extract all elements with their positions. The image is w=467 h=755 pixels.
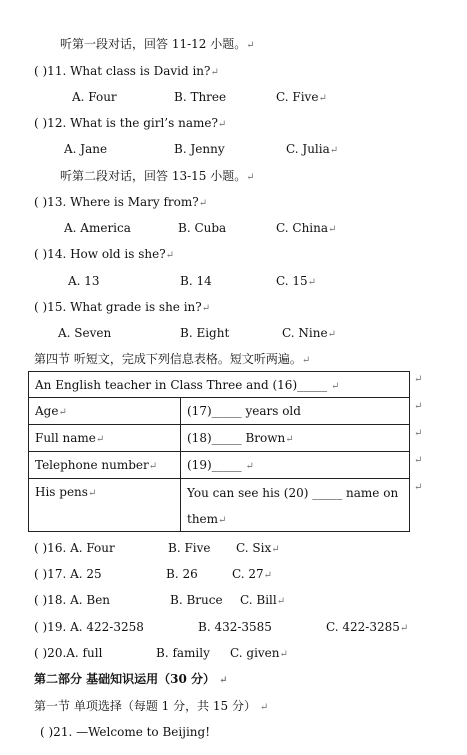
table-row [29,398,410,425]
age-label-cell: Age↵ [29,398,181,425]
option-a: A. 13 [68,274,100,288]
question-15: ( )15. What grade is she in?↵ [34,300,211,314]
question-12: ( )12. What is the girl’s name?↵ [34,116,227,130]
question-14: ( )14. How old is she?↵ [34,247,175,261]
option-a: A. Jane [64,142,108,156]
option-c: C. 422-3285↵ [326,620,409,634]
info-table [28,371,410,532]
table-row [29,372,410,398]
return-mark-icon: ↵ [301,355,311,366]
option-a: A. Seven [58,326,112,340]
return-mark-icon: ↵ [95,434,105,445]
return-mark-icon: ↵ [259,702,269,713]
option-c: C. China↵ [276,221,337,235]
option-c: C. Six↵ [236,541,280,555]
option-b: B. Eight [180,326,230,340]
question-16: ( )16. A. Four [34,541,115,555]
option-b: B. 432-3585 [198,620,272,634]
option-c: C. Nine↵ [282,326,336,340]
return-mark-icon: ↵ [414,374,423,385]
pens-label-cell: His pens↵ [29,479,181,532]
return-mark-icon: ↵ [58,407,67,418]
option-b: B. Five [168,541,211,555]
return-mark-icon: ↵ [330,380,340,392]
return-mark-icon: ↵ [198,198,208,209]
return-mark-icon: ↵ [327,329,336,340]
question-18: ( )18. A. Ben [34,593,111,607]
age-value-cell: (17)_____ years old [181,398,410,425]
table-row [29,425,410,452]
option-c: C. 27↵ [232,567,273,581]
option-c: C. Five↵ [276,90,327,104]
pens-value-cell: You can see his (20) _____ name on them↵ [181,479,410,532]
return-mark-icon: ↵ [285,434,294,445]
return-mark-icon: ↵ [414,428,423,439]
option-a: A. Four [72,90,117,104]
option-b: B. Bruce [170,593,223,607]
return-mark-icon: ↵ [328,224,337,235]
return-mark-icon: ↵ [279,649,288,660]
option-c: C. Bill↵ [240,593,286,607]
question-11: ( )11. What class is David in?↵ [34,64,219,78]
return-mark-icon: ↵ [329,145,339,156]
question-13: ( )13. Where is Mary from?↵ [34,195,208,209]
option-c: C. Julia↵ [286,142,339,156]
return-mark-icon: ↵ [87,488,97,499]
question-17: ( )17. A. 25 [34,567,102,581]
telephone-value-cell: (19)_____ ↵ [181,452,410,479]
option-b: B. Jenny [174,142,225,156]
question-20: ( )20.A. full [34,646,103,660]
option-b: B. Three [174,90,227,104]
option-b: B. 26 [166,567,198,581]
return-mark-icon: ↵ [276,596,286,607]
option-b: B. 14 [180,274,212,288]
return-mark-icon: ↵ [165,250,175,261]
instruction-dialog-1: 听第一段对话，回答 11-12 小题。↵ [60,37,255,51]
return-mark-icon: ↵ [148,461,158,472]
section-4-heading: 第四节 听短文，完成下列信息表格。短文听两遍。↵ [34,352,311,366]
return-mark-icon: ↵ [246,40,255,51]
return-mark-icon: ↵ [210,67,219,78]
name-value-cell: (18)_____ Brown↵ [181,425,410,452]
return-mark-icon: ↵ [219,675,228,686]
return-mark-icon: ↵ [318,93,327,104]
question-19: ( )19. A. 422-3258 [34,620,144,634]
question-21: ( )21. —Welcome to Beijing! [40,725,211,739]
return-mark-icon: ↵ [217,119,227,130]
option-c: C. 15↵ [276,274,317,288]
return-mark-icon: ↵ [263,570,273,581]
table-row [29,452,410,479]
return-mark-icon: ↵ [271,544,280,555]
return-mark-icon: ↵ [218,515,227,526]
return-mark-icon: ↵ [414,482,423,493]
return-mark-icon: ↵ [245,461,254,472]
telephone-label-cell: Telephone number↵ [29,452,181,479]
instruction-dialog-2: 听第二段对话，回答 13-15 小题。↵ [60,169,255,183]
option-b: B. Cuba [178,221,227,235]
return-mark-icon: ↵ [246,172,255,183]
return-mark-icon: ↵ [201,303,211,314]
option-b: B. family [156,646,210,660]
return-mark-icon: ↵ [399,623,409,634]
option-a: A. America [64,221,131,235]
return-mark-icon: ↵ [307,277,317,288]
return-mark-icon: ↵ [414,401,423,412]
section-1-heading: 第一节 单项选择（每题 1 分，共 15 分） ↵ [34,699,269,713]
name-label-cell: Full name↵ [29,425,181,452]
table-row [29,479,410,532]
part-2-heading: 第二部分 基础知识运用（30 分） ↵ [34,672,228,686]
option-c: C. given↵ [230,646,288,660]
return-mark-icon: ↵ [414,455,423,466]
table-header-cell: An English teacher in Class Three and (16)_____ ↵ [29,372,410,398]
